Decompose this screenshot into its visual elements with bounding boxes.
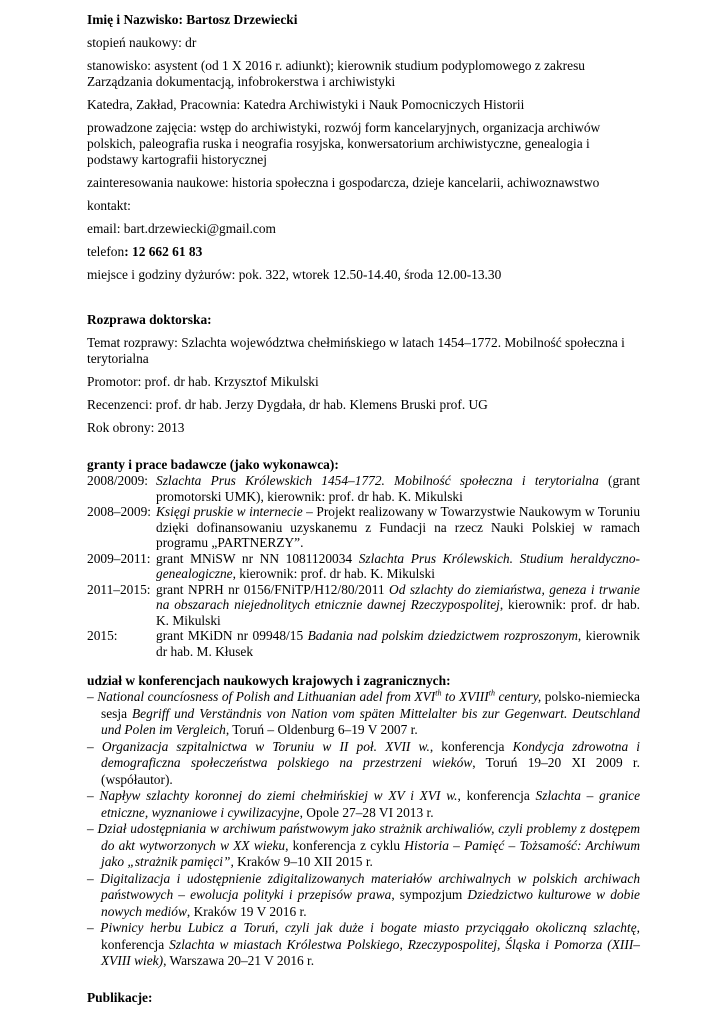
grant-text: grant MNiSW nr NN 1081120034 Szlachta Prus Królewskich. Studium heraldyczno-genealogiczne, kierownik: prof. dr hab. K. Mikulski: [156, 550, 640, 581]
phone-label: telefon: [87, 244, 125, 259]
conference-item: – Napływ szlachty koronnej do ziemi chełmińskiej w XV i XVI w., konferencja Szlachta – granice etniczne, wyznaniowe i cywilizacyjne, Opole 27–28 VI 2013 r.: [87, 788, 641, 820]
conference-item: – National councíosness of Polish and Lithuanian adel from XVIth to XVIIIth century, polsko-niemiecka sesja Begriff und Verständnis von Nation vom späten Mittelalter bis zur Gegenwart. Deutschland und Polen im Vergleich, Toruń – Oldenburg 6–19 V 2007 r.: [87, 688, 640, 737]
office-hours-line: miejsce i godziny dyżurów: pok. 322, wtorek 12.50-14.40, środa 12.00-13.30: [87, 267, 502, 282]
grants-heading: granty i prace badawcze (jako wykonawca):: [87, 457, 339, 472]
grant-text: Księgi pruskie w internecie – Projekt realizowany w Towarzystwie Naukowym w Toruniu dzięki dofinansowaniu uzyskanemu z Fundacji na rzecz Nauki Polskiej w ramach programu „PARTNERZY”.: [156, 504, 641, 550]
grants-list: [87, 473, 640, 659]
conferences-heading: udział w konferencjach naukowych krajowych i zagranicznych:: [87, 673, 451, 688]
grant-item: [87, 504, 640, 551]
conferences-list: [87, 689, 640, 970]
grant-item: [87, 628, 640, 659]
grant-item: [87, 551, 640, 582]
dissertation-topic: Temat rozprawy: Szlachta województwa chełmińskiego w latach 1454–1772. Mobilność społeczna i terytorialna: [87, 335, 625, 366]
dissertation-promoter: Promotor: prof. dr hab. Krzysztof Mikulski: [87, 374, 319, 389]
conference-item: – Dział udostępniania w archiwum państwowym jako strażnik archiwaliów, czyli problemy z dostępem do akt wytworzonych w XX wieku, konferencja z cyklu Historia – Pamięć – Tożsamość: Archiwum jako „strażnik pamięci”, Kraków 9–10 XII 2015 r.: [87, 821, 640, 869]
conference-item: – Piwnicy herbu Lubicz a Toruń, czyli jak duże i bogate miasto przyciągało okoliczną szlachtę, konferencja Szlachta w miastach Królestwa Polskiego, Rzeczypospolitej, Śląska i Pomorza (XIII–XVIII wiek), Warszawa 20–21 V 2016 r.: [87, 920, 641, 968]
name-line: Imię i Nazwisko: Bartosz Drzewiecki: [87, 12, 298, 27]
grant-item: [87, 582, 640, 629]
grant-year: 2009–2011:: [87, 550, 151, 566]
phone-value: : 12 662 61 83: [124, 244, 203, 259]
unit-line: Katedra, Zakład, Pracownia: Katedra Archiwistyki i Nauk Pomocniczych Historii: [87, 97, 525, 112]
interests-line: zainteresowania naukowe: historia społeczna i gospodarcza, dzieje kancelarii, achiwoznawstwo: [87, 175, 600, 190]
grant-text: Szlachta Prus Królewskich 1454–1772. Mobilność społeczna i terytorialna (grant promotorski UMK), kierownik: prof. dr hab. K. Mikulski: [156, 473, 640, 504]
document-page: [87, 12, 640, 1006]
grant-year: 2008–2009:: [87, 504, 151, 519]
position-line: stanowisko: asystent (od 1 X 2016 r. adiunkt); kierownik studium podyplomowego z zakresu Zarządzania dokumentacją, infobrokerstwa i archiwistyki: [87, 58, 585, 89]
publications-heading: Publikacje:: [87, 989, 153, 1005]
degree-line: stopień naukowy: dr: [87, 35, 197, 50]
dissertation-reviewers: Recenzenci: prof. dr hab. Jerzy Dygdała, dr hab. Klemens Bruski prof. UG: [87, 397, 488, 412]
phone-line: [87, 244, 640, 260]
courses-line: prowadzone zajęcia: wstęp do archiwistyki, rozwój form kancelaryjnych, organizacja archiwów polskich, paleografia ruska i neografia rosyjska, konwersatorium archiwistyczne, genealogia i podstawy kartografii historycznej: [87, 120, 601, 167]
grant-year: 2008/2009:: [87, 473, 149, 488]
grant-text: grant NPRH nr 0156/FNiTP/H12/80/2011 Od szlachty do ziemiaństwa, geneza i trwanie na obszarach niejednolitych etnicznie dawnej Rzeczypospolitej, kierownik: prof. dr hab. K. Mikulski: [156, 581, 640, 628]
dissertation-heading: Rozprawa doktorska:: [87, 312, 212, 327]
conference-item: – Organizacja szpitalnictwa w Toruniu w II poł. XVII w., konferencja Kondycja zdrowotna i demograficzna społeczeństwa polskiego na przestrzeni wieków, Toruń 19–20 XI 2009 r. (współautor).: [87, 738, 641, 787]
contact-label: kontakt:: [87, 198, 131, 213]
grant-item: [87, 473, 640, 504]
email-line: email: bart.drzewiecki@gmail.com: [87, 221, 276, 236]
conference-item: – Digitalizacja i udostępnienie zdigitalizowanych materiałów archiwalnych w polskich archiwach państwowych – ewolucja polityki i przepisów prawa, sympozjum Dziedzictwo kulturowe w dobie nowych mediów, Kraków 19 V 2016 r.: [87, 870, 641, 919]
dissertation-defense-year: Rok obrony: 2013: [87, 420, 185, 435]
grant-year: 2011–2015:: [87, 581, 151, 597]
grant-text: grant MKiDN nr 09948/15 Badania nad polskim dziedzictwem rozproszonym, kierownik dr hab. M. Kłusek: [156, 628, 640, 659]
grant-year: 2015:: [87, 628, 118, 643]
